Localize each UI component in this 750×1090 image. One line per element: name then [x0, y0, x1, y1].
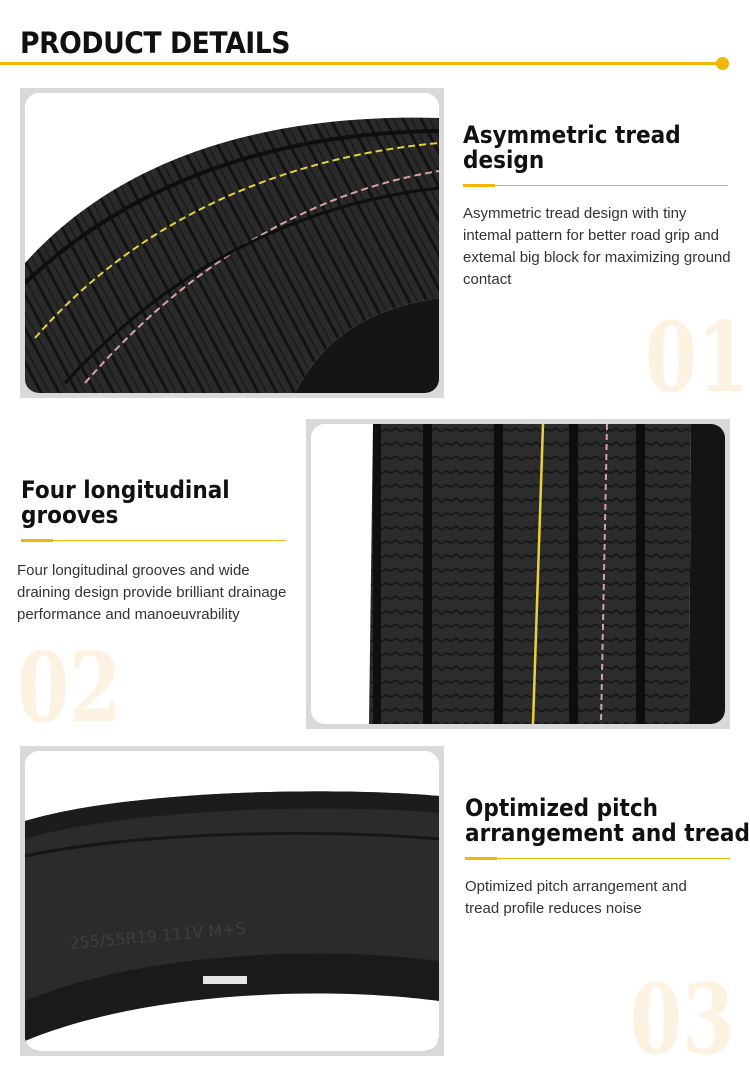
feature-3-title-line-2: arrangement and tread	[465, 819, 750, 847]
feature-2-title	[21, 478, 230, 528]
feature-3-description	[465, 876, 730, 920]
feature-2-title-line-2: grooves	[21, 501, 119, 529]
feature-2-description: Four longitudinal grooves and wide draining design provide brilliant drainage performance and manoeuvrability	[17, 562, 287, 623]
header-divider	[0, 62, 722, 65]
feature-3-description-line-2: tread profile reduces noise	[465, 900, 642, 917]
feature-2-photo-frame	[306, 419, 730, 729]
feature-1-title-line-1: Asymmetric tread	[463, 121, 681, 149]
feature-3-description-line-1: Optimized pitch arrangement and	[465, 878, 687, 895]
page-title: PRODUCT DETAILS	[20, 26, 291, 60]
tire-sidewall-photo-icon	[25, 751, 439, 1051]
feature-2-title-line-1: Four longitudinal	[21, 476, 230, 504]
feature-1-number: 01	[645, 301, 750, 414]
feature-3-divider	[465, 858, 730, 859]
feature-1-title-line-2: design	[463, 146, 545, 174]
feature-2-divider	[21, 540, 286, 541]
tire-tread-photo-icon	[25, 93, 439, 393]
feature-3-title-line-1: Optimized pitch	[465, 794, 659, 822]
feature-1-photo-frame	[20, 88, 444, 398]
feature-3-number: 03	[630, 963, 735, 1076]
feature-1-title	[463, 123, 681, 173]
tire-grooves-photo-icon	[311, 424, 725, 724]
header-divider-dot	[716, 57, 729, 70]
feature-3-photo-frame	[20, 746, 444, 1056]
feature-3-title	[465, 796, 750, 846]
feature-1-divider	[463, 185, 728, 186]
feature-2-number: 02	[17, 631, 122, 744]
feature-1-description: Asymmetric tread design with tiny intemal pattern for better road grip and extemal big block for maximizing ground contact	[463, 205, 731, 288]
sidewall-size-marking: 255/55R19 111V M+S	[68, 918, 247, 953]
